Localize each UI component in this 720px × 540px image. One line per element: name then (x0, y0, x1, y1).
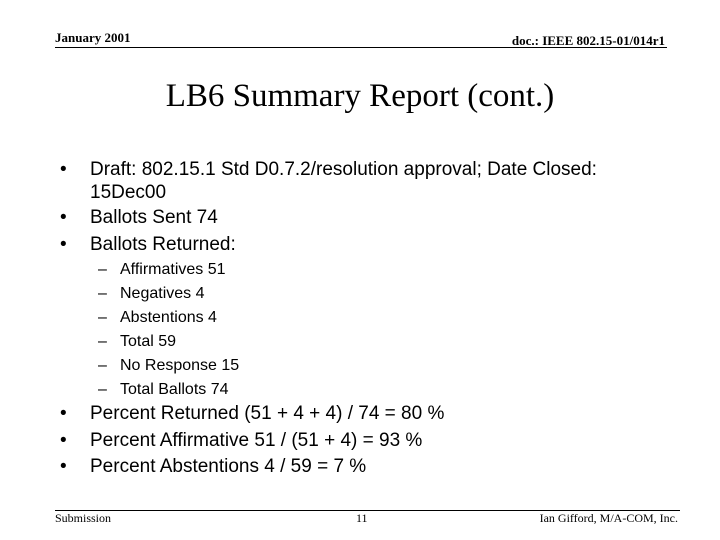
header-doc-id: doc.: IEEE 802.15-01/014r1 (511, 33, 665, 48)
bullet-ballots-returned: Ballots Returned: (90, 234, 236, 255)
sub-bullet-abstentions: Abstentions 4 (120, 309, 217, 326)
header-divider (55, 47, 667, 48)
footer-author: Ian Gifford, M/A-COM, Inc. (539, 511, 678, 525)
slide-title: LB6 Summary Report (cont.) (165, 78, 555, 114)
bullet-ballots-sent: Ballots Sent 74 (90, 207, 218, 228)
sub-bullet-marker: – (98, 333, 107, 350)
sub-bullet-marker: – (98, 381, 107, 398)
sub-bullet-marker: – (98, 357, 107, 374)
bullet-marker: • (60, 430, 67, 451)
bullet-percent-returned: Percent Returned (51 + 4 + 4) / 74 = 80 % (90, 403, 445, 424)
bullet-marker: • (60, 234, 67, 255)
header-date: January 2001 (55, 30, 131, 45)
bullet-draft: Draft: 802.15.1 Std D0.7.2/resolution approval; Date Closed: 15Dec00 (90, 159, 597, 203)
bullet-marker: • (60, 207, 67, 228)
bullet-percent-abstentions: Percent Abstentions 4 / 59 = 7 % (90, 456, 367, 477)
sub-bullet-marker: – (98, 285, 107, 302)
bullet-marker: • (60, 159, 67, 180)
bullet-percent-affirmative: Percent Affirmative 51 / (51 + 4) = 93 % (90, 430, 423, 451)
footer-page-number: 11 (356, 511, 368, 525)
sub-bullet-no-response: No Response 15 (120, 357, 240, 374)
sub-bullet-affirmatives: Affirmatives 51 (120, 261, 226, 278)
sub-bullet-marker: – (98, 261, 107, 278)
bullet-marker: • (60, 456, 67, 477)
sub-bullet-negatives: Negatives 4 (120, 285, 205, 302)
bullet-marker: • (60, 403, 67, 424)
sub-bullet-total: Total 59 (120, 333, 177, 350)
footer-submission: Submission (55, 511, 112, 525)
sub-bullet-marker: – (98, 309, 107, 326)
sub-bullet-total-ballots: Total Ballots 74 (120, 381, 229, 398)
